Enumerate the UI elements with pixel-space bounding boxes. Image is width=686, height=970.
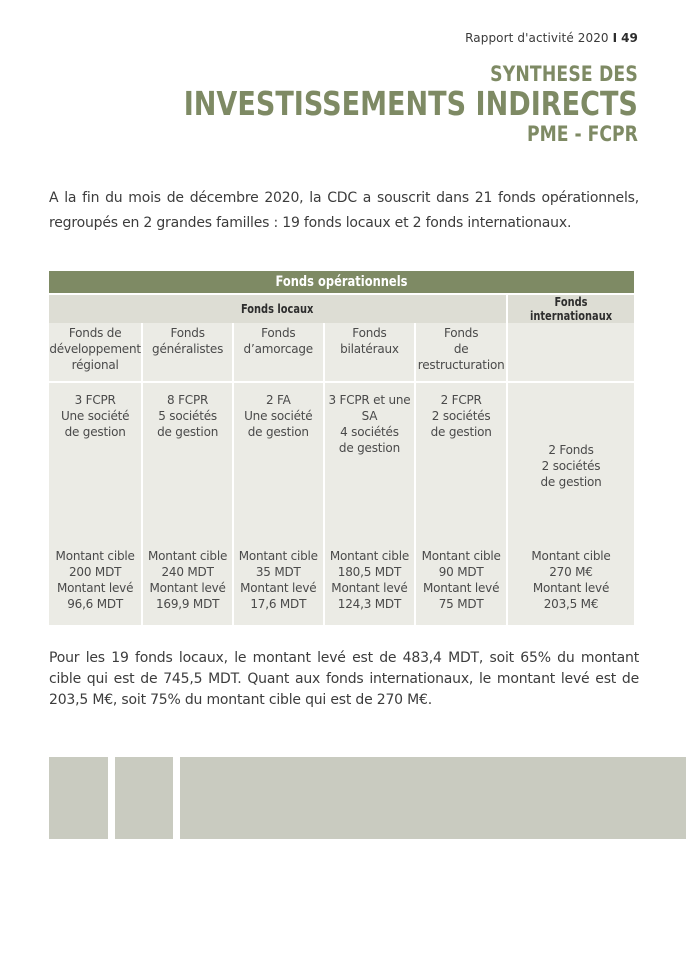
fund-count-cell bbox=[325, 381, 415, 548]
intl-amount-cell-line: Montant cible bbox=[531, 549, 611, 563]
local-funds-header: Fonds locaux bbox=[49, 293, 506, 323]
fund-amount-cell-line: Montant levé bbox=[422, 581, 500, 595]
fund-amount-cell-line: Montant cible bbox=[421, 549, 501, 563]
fund-count-cell-line: 8 FCPR bbox=[167, 393, 209, 407]
fund-category-cell-line: bilatéraux bbox=[340, 342, 399, 356]
fund-amount-cell bbox=[416, 548, 506, 625]
intl-amount-cell-line: 203,5 M€ bbox=[543, 597, 599, 611]
fund-category-cell-line: Fonds bbox=[352, 326, 387, 340]
fund-count-cell-line: de gestion bbox=[430, 425, 492, 439]
intl-count-cell bbox=[508, 381, 634, 548]
title-line-3: PME - FCPR bbox=[527, 122, 638, 146]
fund-count-cell-line: de gestion bbox=[338, 441, 400, 455]
fund-count-cell-line: 3 FCPR et une SA bbox=[328, 393, 411, 423]
page-header bbox=[465, 31, 638, 45]
fund-count-cell-line: 2 sociétés bbox=[431, 409, 491, 423]
intro-paragraph: A la fin du mois de décembre 2020, la CDC a souscrit dans 21 fonds opérationnels, regroupés en 2 grandes familles : 19 fonds locaux et 2 fonds internationaux. bbox=[49, 190, 639, 231]
fund-amount-cell bbox=[49, 548, 141, 625]
fund-amount-cell-line: Montant cible bbox=[55, 549, 135, 563]
fund-count-cell-line: Une société bbox=[244, 409, 313, 423]
fund-count-cell bbox=[416, 381, 506, 548]
fund-amount-cell-line: 200 MDT bbox=[69, 565, 122, 579]
fund-amount-cell bbox=[234, 548, 323, 625]
fund-amount-cell-line: 180,5 MDT bbox=[337, 565, 402, 579]
fund-category-cell bbox=[325, 323, 415, 381]
fund-amount-cell-line: 124,3 MDT bbox=[337, 597, 402, 611]
fund-count-cell bbox=[234, 381, 323, 548]
fund-category-cell-line: régional bbox=[71, 358, 119, 372]
fund-count-cell-line: 3 FCPR bbox=[74, 393, 116, 407]
intl-count-cell-line: de gestion bbox=[540, 474, 602, 489]
page-title bbox=[84, 64, 638, 145]
fund-count-cell-line: 2 FCPR bbox=[440, 393, 482, 407]
intl-count-cell-line: 2 Fonds bbox=[548, 442, 594, 457]
funds-main-header: Fonds opérationnels bbox=[49, 271, 634, 293]
fund-amount-cell-line: Montant levé bbox=[240, 581, 317, 595]
fund-amount-cell-line: Montant levé bbox=[331, 581, 408, 595]
fund-amount-cell bbox=[143, 548, 232, 625]
fund-category-cell-line: Fonds de bbox=[68, 326, 122, 340]
summary-paragraph: Pour les 19 fonds locaux, le montant levé est de 483,4 MDT, soit 65% du montant cible qui est de 745,5 MDT. Quant aux fonds internationaux, le montant levé est de 203,5 M€, soit 75% du montant cible qui est de 270 M€. bbox=[49, 650, 639, 708]
fund-count-cell bbox=[49, 381, 141, 548]
decorative-block bbox=[115, 757, 173, 839]
fund-amount-cell bbox=[325, 548, 415, 625]
fund-amount-cell-line: 169,9 MDT bbox=[155, 597, 220, 611]
page-number: 49 bbox=[621, 31, 638, 45]
intl-funds-header: Fonds internationaux bbox=[508, 293, 634, 323]
fund-category-cell-line: développement bbox=[49, 342, 141, 356]
fund-amount-cell-line: Montant levé bbox=[149, 581, 226, 595]
fund-category-cell bbox=[143, 323, 232, 381]
fund-count-cell bbox=[143, 381, 232, 548]
fund-amount-cell-line: 90 MDT bbox=[438, 565, 484, 579]
report-label: Rapport d'activité 2020 bbox=[465, 31, 609, 45]
fund-category-cell-line: généralistes bbox=[152, 342, 224, 356]
fund-amount-cell-line: Montant cible bbox=[238, 549, 318, 563]
fund-amount-cell-line: Montant cible bbox=[329, 549, 410, 563]
intl-count-cell-line: 2 sociétés bbox=[541, 458, 601, 473]
intl-amount-cell-line: 270 M€ bbox=[549, 565, 593, 579]
fund-amount-cell-line: Montant cible bbox=[148, 549, 228, 563]
decorative-block bbox=[49, 757, 108, 839]
fund-category-cell-line: Fonds bbox=[261, 326, 296, 340]
fund-amount-cell-line: Montant levé bbox=[56, 581, 134, 595]
fund-count-cell-line: de gestion bbox=[157, 425, 219, 439]
fund-count-cell-line: 2 FA bbox=[265, 393, 291, 407]
fund-count-cell-line: de gestion bbox=[64, 425, 126, 439]
fund-count-cell-line: 5 sociétés bbox=[158, 409, 217, 423]
fund-category-cell bbox=[234, 323, 323, 381]
fund-category-cell-line: Fonds bbox=[170, 326, 205, 340]
fund-amount-cell-line: 17,6 MDT bbox=[250, 597, 307, 611]
fund-count-cell-line: 4 sociétés bbox=[340, 425, 399, 439]
intl-category-cell bbox=[508, 323, 634, 381]
fund-amount-cell-line: 240 MDT bbox=[161, 565, 214, 579]
fund-category-cell-line: Fonds bbox=[443, 326, 479, 340]
fund-category-cell-line: de bbox=[453, 342, 469, 356]
intl-amount-cell-line: Montant levé bbox=[532, 581, 610, 595]
fund-amount-cell-line: 75 MDT bbox=[438, 597, 484, 611]
fund-count-cell-line: Une société bbox=[60, 409, 130, 423]
decorative-block bbox=[180, 757, 686, 839]
fund-category-cell-line: restructuration bbox=[417, 358, 505, 372]
fund-count-cell-line: de gestion bbox=[247, 425, 309, 439]
fund-category-cell-line: d’amorcage bbox=[243, 342, 313, 356]
fund-amount-cell-line: 35 MDT bbox=[255, 565, 301, 579]
fund-category-cell bbox=[49, 323, 141, 381]
intl-amount-cell bbox=[508, 548, 634, 625]
fund-amount-cell-line: 96,6 MDT bbox=[67, 597, 124, 611]
header-separator: I bbox=[612, 31, 618, 45]
title-line-2: INVESTISSEMENTS INDIRECTS bbox=[183, 84, 638, 123]
title-line-1: SYNTHESE DES bbox=[490, 62, 638, 86]
funds-table bbox=[47, 271, 636, 625]
fund-category-cell bbox=[416, 323, 506, 381]
